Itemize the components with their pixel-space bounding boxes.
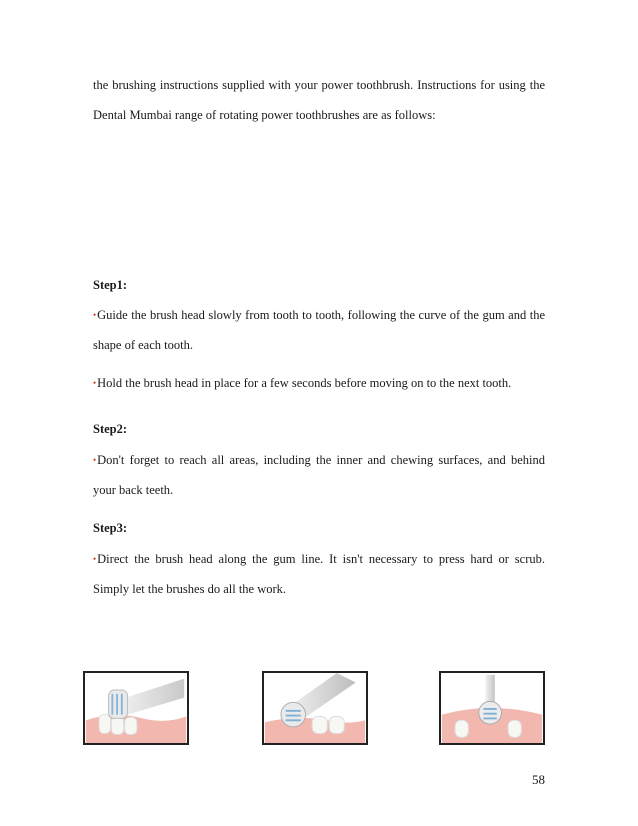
step2-bullet1-line1: •Don't forget to reach all areas, including the inner and chewing surfaces, and behind [93, 453, 545, 467]
step1-heading: Step1: [93, 278, 128, 292]
step1-bullet2-line1: •Hold the brush head in place for a few seconds before moving on to the next tooth. [93, 376, 512, 390]
bullet-icon: • [93, 378, 97, 388]
page-number: 58 [532, 772, 545, 787]
toothbrush-inner-surface-illustration [439, 671, 545, 745]
toothbrush-front-teeth-illustration [83, 671, 189, 745]
bullet-icon: • [93, 310, 97, 320]
step2-bullet1-line2: your back teeth. [93, 483, 174, 497]
intro-line-1: the brushing instructions supplied with your power toothbrush. Instructions for using the [93, 78, 545, 92]
step2-heading: Step2: [93, 422, 128, 436]
step1-bullet1-line2: shape of each tooth. [93, 338, 193, 352]
step3-heading: Step3: [93, 521, 128, 535]
step3-bullet1-line2: Simply let the brushes do all the work. [93, 582, 287, 596]
toothbrush-molars-illustration [262, 671, 368, 745]
intro-line-2: Dental Mumbai range of rotating power toothbrushes are as follows: [93, 108, 436, 122]
step1-bullet1-line1: •Guide the brush head slowly from tooth to tooth, following the curve of the gum and the [93, 308, 545, 322]
bullet-icon: • [93, 554, 97, 564]
step3-bullet1-line1: •Direct the brush head along the gum line. It isn't necessary to press hard or scrub. [93, 552, 545, 566]
bullet-icon: • [93, 455, 97, 465]
